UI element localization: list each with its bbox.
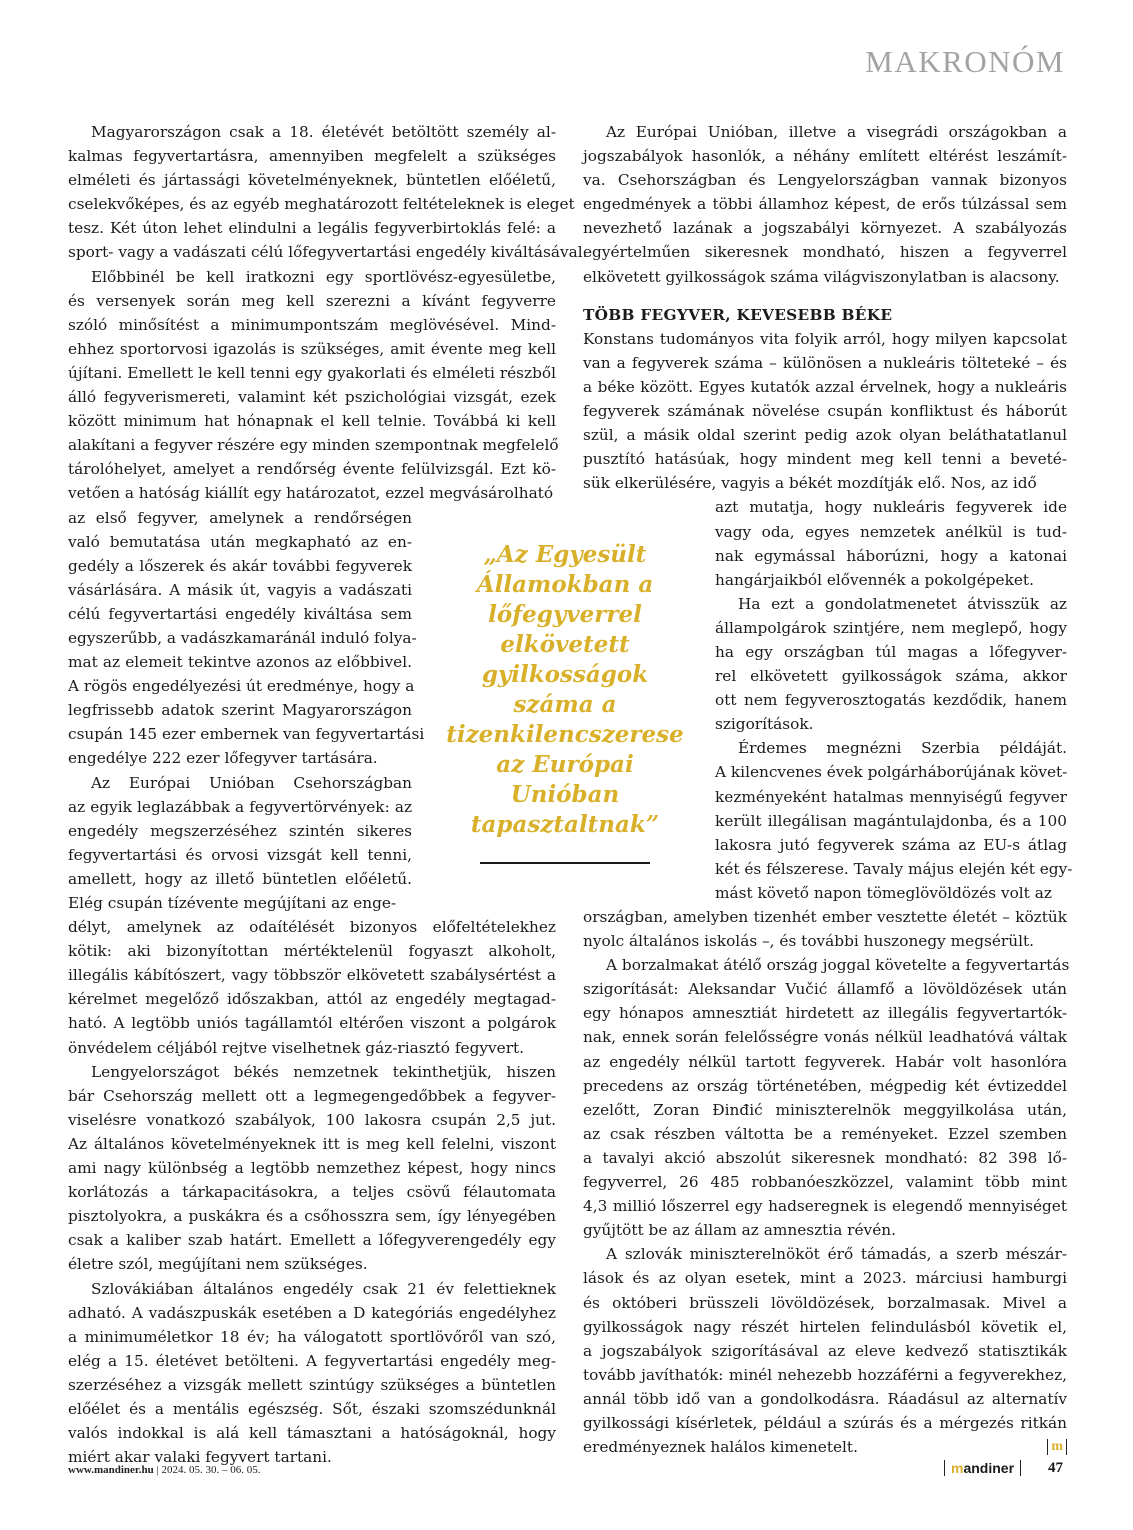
text-line: nyolc általános iskolás –, és további huszonegy megsérült. xyxy=(583,932,1034,951)
text-line: Magyarországon csak a 18. életévét betöltött személy al- xyxy=(91,123,556,141)
text-line: jogszabályok hasonlók, a néhány említett eltérést leszámít- xyxy=(583,147,1067,166)
text-line: a béke között. Egyes kutatók azzal érvelnek, hogy a nukleáris xyxy=(583,377,1067,396)
text-line: bár Csehország mellett ott a legmegengedőbbek a fegyver- xyxy=(68,1086,556,1105)
text-line: a minimuméletkor 18 év; ha válogatott sportlövőről van szó, xyxy=(68,1327,556,1346)
text-line: illegális kábítószert, vagy többször elkövetett szabálysértést a xyxy=(68,966,556,985)
text-line: két és félszerese. Tavaly május elején két egy- xyxy=(715,859,1073,878)
text-line: szóló minősítést a minimumpontszám meglövésével. Mind- xyxy=(68,315,556,334)
text-line: kalmas fegyvertartásra, amennyiben megfelelt a szükséges xyxy=(68,147,556,166)
text-line: 4,3 millió lőszerrel egy hadseregnek is elegendő mennyiséget xyxy=(583,1197,1067,1216)
paragraph xyxy=(715,736,1073,905)
paragraph xyxy=(715,592,1067,737)
paragraph xyxy=(583,953,1070,1242)
text-line: állampolgárok szintjére, nem meglepő, hogy xyxy=(715,618,1067,637)
pull-quote-rule xyxy=(480,862,650,864)
text-line: egyszerűbb, a vadászkamaránál induló folya- xyxy=(68,628,417,647)
text-line: kötik: aki bizonyítottan mértéktelenül fogyaszt alkoholt, xyxy=(68,942,556,961)
text-line: tovább javíthatók: minél nehezebb hozzáférni a fegyverekhez, xyxy=(583,1365,1067,1384)
paragraph xyxy=(68,120,588,265)
text-line: egyértelműen sikeresnek mondható, hiszen a fegyverrel xyxy=(583,243,1067,262)
text-line: lakosra jutó fegyverek száma az EU-s átlag xyxy=(715,835,1067,854)
text-line: gyilkosságok nagy részét hirtelen felindulásból követik el, xyxy=(583,1317,1067,1336)
text-line: az csak részben váltotta be a reményeket. Ezzel szemben xyxy=(583,1124,1067,1143)
footer-brand-logo xyxy=(944,1460,1021,1476)
brand-logo-m: m xyxy=(951,1460,964,1476)
text-line: a jogszabályok szigorításával az eleve kedvező statisztikák xyxy=(583,1341,1067,1360)
text-line: ami nagy különbség a legtöbb nemzethez képest, hogy nincs xyxy=(68,1159,556,1178)
text-line: az engedély nélkül tartott fegyverek. Habár volt hasonlóra xyxy=(583,1052,1067,1071)
text-line: eredményeznek halálos kimenetelt. m xyxy=(583,1435,1067,1459)
text-line: engedélye 222 ezer lőfegyver tartására. xyxy=(68,749,378,768)
text-line: délyt, amelynek az odaítélését bizonyos előfeltételekhez xyxy=(68,918,556,937)
text-line: gyilkossági kísérletek, például a szúrás és a mérgezés ritkán xyxy=(583,1413,1067,1432)
text-line: sport- vagy a vadászati célú lőfegyvertartási engedély kiváltásával. xyxy=(68,243,588,262)
text-line: precedens az ország történetében, mégpedig két évtizeddel xyxy=(583,1076,1067,1095)
text-line: való bemutatása után megkapható az en- xyxy=(68,532,412,551)
text-line: Az Európai Unióban, illetve a visegrádi országokban a xyxy=(606,123,1067,141)
text-line: szigorítások. xyxy=(715,715,814,734)
text-line: engedmények a többi államhoz képest, de erős túlzással sem xyxy=(583,195,1067,214)
text-line: életre szól, megújítani nem szükséges. xyxy=(68,1255,368,1274)
paragraph xyxy=(583,327,1067,496)
text-line: elkövetett gyilkosságok száma világviszonylatban is alacsony. xyxy=(583,267,1060,286)
paragraph xyxy=(715,495,1067,591)
text-line: nak egymással háborúzni, hogy a katonai xyxy=(715,546,1067,565)
text-line: A rögös engedélyezési út eredménye, hogy a xyxy=(68,677,415,696)
text-line: sük elkerülésére, vagyis a békét mozdítják elő. Nos, az idő xyxy=(583,474,1037,493)
pull-quote: „Az Egyesült Államokban a lőfegyverrel elkövetett gyilkosságok száma a tizenkilencszerese az Európai Unióban tapasztaltnak” xyxy=(446,541,684,838)
text-line: cselekvőképes, és az egyéb meghatározott feltételeknek is eleget xyxy=(68,195,575,214)
text-line: A szlovák miniszterelnököt érő támadás, a szerb mészár- xyxy=(606,1245,1067,1264)
text-line: hangárjaikból elővennék a pokolgépeket. xyxy=(715,570,1034,589)
text-line: Ha ezt a gondolatmenetet átvisszük az xyxy=(738,594,1067,613)
text-line: szigorítását: Aleksandar Vučić államfő a lövöldözések után xyxy=(583,980,1067,999)
text-line: egy hónapos amnesztiát hirdetett az illegális fegyvertartók- xyxy=(583,1004,1067,1023)
text-line: a tavalyi akció abszolút sikeresnek mondható: 82 398 lő- xyxy=(583,1148,1067,1167)
paragraph xyxy=(583,1242,1067,1459)
text-line: nak, ennek során felelősségre vonás nélkül leadhatóvá váltak xyxy=(583,1028,1067,1047)
text-line: ehhez sportorvosi igazolás is szükséges, amit évente meg kell xyxy=(68,339,556,358)
text-line: ható. A legtöbb uniós tagállamtól eltérően viszont a polgárok xyxy=(68,1014,556,1033)
footer-credit xyxy=(68,1464,261,1476)
text-line: azt mutatja, hogy nukleáris fegyverek ide xyxy=(715,498,1067,517)
text-line: ott nem fegyverosztogatás kezdődik, hanem xyxy=(715,691,1067,710)
text-line: mat az elemeit tekintve azonos az előbbivel. xyxy=(68,653,412,672)
text-line: annál több idő van a gondolkodásra. Ráadásul az alternatív xyxy=(583,1389,1067,1408)
paragraph xyxy=(68,1277,556,1470)
paragraph xyxy=(68,771,412,916)
text-line: országban, amelyben tizenhét ember vesztette életét – köztük xyxy=(583,908,1067,926)
brand-logo-text: andiner xyxy=(963,1460,1015,1476)
text-line: korlátozás a tárkapacitásokra, a teljes csövű félautomata xyxy=(68,1183,556,1202)
text-line: gedély a lőszerek és akár további fegyverek xyxy=(68,556,412,575)
paragraph xyxy=(68,506,425,771)
text-line: miért akar valaki fegyvert tartani. xyxy=(68,1448,332,1467)
text-line: rel elkövetett gyilkosságok száma, akkor xyxy=(715,667,1067,686)
text-line: vagy oda, egyes nemzetek anélkül is tud- xyxy=(715,522,1067,541)
text-line: célú fegyvertartási engedély kiváltása sem xyxy=(68,604,412,623)
text-line: fegyverek számának növelése csupán konfliktust és háborút xyxy=(583,402,1067,421)
text-line: Az Európai Unióban Csehországban xyxy=(91,773,412,792)
text-line: kérelmet megelőző időszakban, attól az engedély megtagad- xyxy=(68,990,556,1009)
text-line: álló fegyverismereti, valamint két pszichológiai vizsgát, ezek xyxy=(68,388,556,407)
section-label: MAKRONÓM xyxy=(865,44,1065,79)
text-line: lások és az olyan esetek, mint a 2023. márciusi hamburgi xyxy=(583,1269,1067,1288)
text-line: csak a kaliber szab határt. Emellett a lőfegyverengedély egy xyxy=(68,1231,556,1250)
text-line: tárolóhelyet, amelyet a rendőrség évente felülvizsgál. Ezt kö- xyxy=(68,460,556,479)
text-line: és októberi brüsszeli lövöldözések, borzalmasak. Mivel a xyxy=(583,1293,1067,1312)
text-line: az egyik leglazábbak a fegyvertörvények: az xyxy=(68,797,412,816)
text-line: előélet és a mentális egészség. Sőt, északi szomszédunknál xyxy=(68,1399,556,1418)
paragraph xyxy=(68,1060,556,1277)
page-number: 47 xyxy=(1048,1460,1063,1476)
text-line: va. Csehországban és Lengyelországban vannak bizonyos xyxy=(583,171,1067,190)
text-line: van a fegyverek száma – különösen a nukleáris tölteteké – és xyxy=(583,353,1067,372)
text-line: elég a 15. életévet betölteni. A fegyvertartási engedély meg- xyxy=(68,1351,556,1370)
paragraph xyxy=(583,120,1067,289)
section-heading: TÖBB FEGYVER, KEVESEBB BÉKE xyxy=(583,305,893,324)
text-line: pusztító hatásúak, hogy mindent meg kell tenni a beveté- xyxy=(583,450,1067,469)
text-line: újítani. Emellett le kell tenni egy gyakorlati és elméleti részből xyxy=(68,363,556,382)
text-line: gyűjtött be az állam az amnesztia révén. xyxy=(583,1221,896,1240)
text-line: mást követő napon tömeglövöldözés volt az xyxy=(715,883,1052,902)
text-line: A kilencvenes évek polgárháborújának követ- xyxy=(715,763,1068,782)
text-line: fegyvertartási és orvosi vizsgát kell tenni, xyxy=(68,845,412,864)
text-line: Érdemes megnézni Szerbia példáját. xyxy=(738,739,1067,758)
text-line: ha egy országban túl magas a lőfegyver- xyxy=(715,642,1067,661)
text-line: vásárlására. A másik út, vagyis a vadászati xyxy=(68,580,412,599)
footer-site: www.mandiner.hu xyxy=(68,1464,154,1476)
text-line: fegyverrel, 26 485 robbanóeszközzel, valamint több mint xyxy=(583,1173,1067,1192)
text-line: Szlovákiában általános engedély csak 21 év felettieknek xyxy=(91,1279,556,1298)
text-line: kezményeként hatalmas mennyiségű fegyver xyxy=(715,787,1067,806)
text-line: pisztolyokra, a puskákra és a csőhosszra sem, így lényegében xyxy=(68,1207,556,1226)
article-end-mark: m xyxy=(1047,1439,1067,1455)
text-line: elméleti és jártassági követelményeknek, büntetlen előéletű, xyxy=(68,171,556,190)
text-line: tesz. Két úton lehet elindulni a legális fegyverbirtoklás felé: a xyxy=(68,219,556,238)
text-line: nevezhető lazának a jogszabályi környezet. A szabályozás xyxy=(583,219,1067,238)
footer-separator: | xyxy=(156,1464,162,1476)
text-line: Konstans tudományos vita folyik arról, hogy milyen kapcsolat xyxy=(583,329,1067,348)
text-line: szül, a másik oldal szerint pedig azok olyan beláthatatlanul xyxy=(583,426,1067,445)
text-line: ezelőtt, Zoran Đinđić miniszterelnök meggyilkolása után, xyxy=(583,1100,1067,1119)
text-line: önvédelem céljából rejtve viselhetnek gáz-riasztó fegyvert. xyxy=(68,1038,525,1057)
text-line: Előbbinél be kell iratkozni egy sportlövész-egyesületbe, xyxy=(91,267,556,286)
text-line: között minimum hat hónapnak el kell telnie. Továbbá ki kell xyxy=(68,412,556,431)
text-line: alakítani a fegyver részére egy minden szempontnak megfelelő xyxy=(68,436,559,455)
text-line: adható. A vadászpuskák esetében a D kategóriás engedélyhez xyxy=(68,1303,556,1322)
text-line: legfrissebb adatok szerint Magyarországon xyxy=(68,701,412,720)
paragraph xyxy=(68,915,556,1060)
text-line: Elég csupán tízévente megújítani az enge- xyxy=(68,894,397,912)
text-line: Lengyelországot békés nemzetnek tekinthetjük, hiszen xyxy=(91,1062,556,1081)
text-line: vetően a hatóság kiállít egy határozatot, ezzel megvásárolható xyxy=(68,484,554,503)
paragraph xyxy=(583,905,1067,953)
text-line: került illegálisan magántulajdonba, és a 100 xyxy=(715,811,1067,830)
text-line: A borzalmakat átélő ország joggal követelte a fegyvertartás xyxy=(606,956,1070,975)
text-line: csupán 145 ezer embernek van fegyvertartási xyxy=(68,725,425,744)
text-line: amellett, hogy az illető büntetlen előéletű. xyxy=(68,869,412,888)
text-line: az első fegyver, amelynek a rendőrségen xyxy=(68,508,412,527)
text-line: szerzéséhez a vizsgák mellett szintúgy szükséges a büntetlen xyxy=(68,1375,556,1394)
text-line: Az általános követelményeknek itt is meg kell felelni, viszont xyxy=(68,1134,556,1153)
text-line: viselésre vonatkozó szabályok, 100 lakosra csupán 2,5 jut. xyxy=(68,1110,556,1129)
paragraph xyxy=(68,265,559,506)
text-line: engedély megszerzéséhez szintén sikeres xyxy=(68,821,412,840)
text-line: valós indokkal is alá kell támasztani a hatóságoknál, hogy xyxy=(68,1424,556,1443)
footer-dates: 2024. 05. 30. – 06. 05. xyxy=(161,1464,261,1476)
text-line: és versenyek során meg kell szerezni a kívánt fegyverre xyxy=(68,291,556,310)
